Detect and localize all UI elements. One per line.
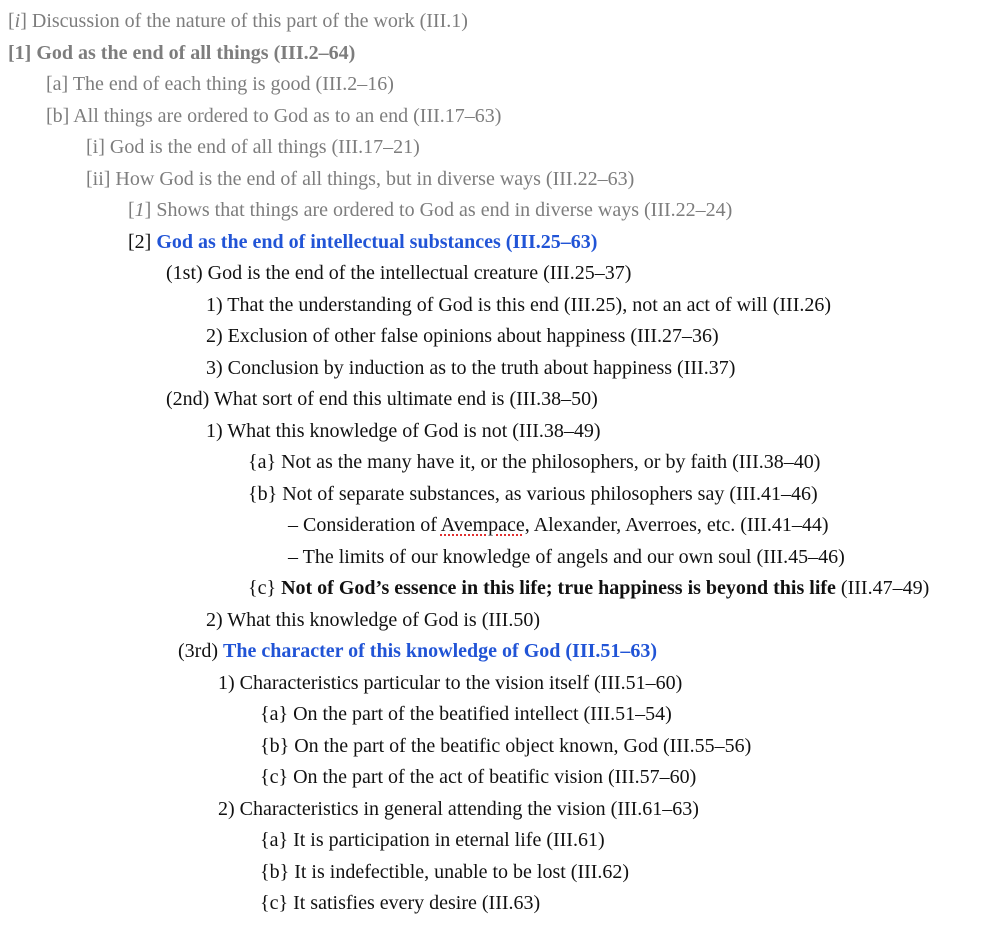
outline-line-1-b-ii-1-segment-1: 1 [134, 199, 145, 221]
outline-line-second-2 [206, 605, 540, 636]
outline-line-first-1-segment-0: 1) That the understanding of God is this end (III.25), not an act of will (III.26) [206, 293, 832, 316]
outline-line-third [178, 636, 657, 667]
outline-line-third-1-segment-0: 1) Characteristics particular to the vision itself (III.51–60) [218, 671, 683, 694]
outline-line-second-1-b-d2-segment-0: – The limits of our knowledge of angels and our own soul (III.45–46) [288, 545, 845, 568]
outline-line-second [166, 384, 598, 415]
outline-line-second-1-b-d1-segment-1: Avempace [440, 514, 525, 536]
outline-line-third-2-b-segment-0: {b} It is indefectible, unable to be lost (III.62) [260, 860, 630, 883]
outline-line-first-2 [206, 321, 719, 352]
outline-line-second-1-a [248, 447, 820, 478]
outline-line-1-b-i-segment-0: [i] God is the end of all things (III.17–21) [86, 136, 420, 158]
outline-line-second-1-c-segment-2: (III.47–49) [835, 577, 930, 599]
outline-line-1-a-segment-0: [a] The end of each thing is good (III.2–16) [46, 73, 394, 95]
outline-line-third-1-b-segment-0: {b} On the part of the beatific object known, God (III.55–56) [260, 734, 752, 757]
outline-line-third-1-c-segment-0: {c} On the part of the act of beatific vision (III.57–60) [260, 766, 697, 788]
outline-line-third-1-b [260, 731, 751, 762]
outline-line-1-b-ii-1-segment-2: ] Shows that things are ordered to God as end in diverse ways (III.22–24) [144, 199, 733, 221]
outline-line-1-b-ii-2-segment-0: [2] [128, 230, 157, 253]
outline-line-third-segment-1: The character of this knowledge of God (III.51–63) [222, 640, 658, 662]
outline-line-third-2-a-segment-0: {a} It is participation in eternal life (III.61) [260, 829, 605, 851]
outline-line-third-1-a [260, 699, 672, 730]
outline-line-third-2-b [260, 857, 629, 888]
outline-line-third-1 [218, 668, 682, 699]
outline-line-1-b-ii-segment-0: [ii] How God is the end of all things, but in diverse ways (III.22–63) [86, 167, 635, 190]
outline-line-second-2-segment-0: 2) What this knowledge of God is (III.50) [206, 608, 541, 631]
outline-line-first-segment-0: (1st) God is the end of the intellectual creature (III.25–37) [166, 262, 632, 284]
outline-line-1-b-ii-1-segment-0: [ [128, 199, 135, 221]
outline-line-first-3-segment-0: 3) Conclusion by induction as to the truth about happiness (III.37) [206, 356, 736, 379]
outline-line-second-1-c [248, 573, 929, 604]
outline-line-second-1-b [248, 479, 818, 510]
outline-line-1-b-i [86, 132, 420, 163]
outline-line-second-1-b-d1-segment-2: , Alexander, Averroes, etc. (III.41–44) [524, 514, 829, 536]
outline-line-1-b-ii [86, 164, 634, 195]
outline-line-third-2-a [260, 825, 605, 856]
outline-line-1-a [46, 69, 394, 100]
outline-line-1-b-segment-0: [b] All things are ordered to God as to an end (III.17–63) [46, 104, 502, 127]
outline-line-third-2-c-segment-0: {c} It satisfies every desire (III.63) [260, 892, 541, 914]
outline-line-second-1-b-d1 [288, 510, 829, 541]
outline-line-first-2-segment-0: 2) Exclusion of other false opinions about happiness (III.27–36) [206, 325, 719, 347]
outline-line-1-b-ii-2 [128, 227, 597, 258]
outline-line-intro [8, 6, 468, 37]
outline-line-second-1-c-segment-0: {c} [248, 577, 282, 599]
outline-line-third-2-c [260, 888, 540, 919]
outline-line-third-1-c [260, 762, 696, 793]
outline-line-third-segment-0: (3rd) [178, 640, 223, 662]
outline-line-1-b-ii-2-segment-1: God as the end of intellectual substances (III.25–63) [156, 230, 598, 253]
outline-line-second-1-a-segment-0: {a} Not as the many have it, or the philosophers, or by faith (III.38–40) [248, 451, 821, 473]
outline-line-intro-segment-1: i [14, 10, 21, 32]
outline-line-second-1-b-segment-0: {b} Not of separate substances, as various philosophers say (III.41–46) [248, 482, 818, 505]
outline-line-third-2-segment-0: 2) Characteristics in general attending the vision (III.61–63) [218, 797, 699, 820]
outline-line-1-b [46, 101, 501, 132]
outline-line-second-1-c-segment-1: Not of God’s essence in this life; true happiness is beyond this life [281, 577, 836, 599]
outline-line-second-segment-0: (2nd) What sort of end this ultimate end is (III.38–50) [166, 388, 598, 410]
outline-line-third-1-a-segment-0: {a} On the part of the beatified intellect (III.51–54) [260, 703, 672, 725]
outline-line-first [166, 258, 631, 289]
outline-line-1-segment-0: [1] God as the end of all things (III.2–64) [8, 41, 356, 64]
outline-line-second-1-segment-0: 1) What this knowledge of God is not (III.38–49) [206, 419, 601, 442]
outline-line-intro-segment-0: [ [8, 10, 15, 32]
outline-line-1 [8, 38, 355, 69]
outline-line-third-2 [218, 794, 699, 825]
outline-line-first-3 [206, 353, 735, 384]
outline-line-first-1 [206, 290, 831, 321]
outline-line-intro-segment-2: ] Discussion of the nature of this part of the work (III.1) [20, 10, 468, 32]
outline-line-1-b-ii-1 [128, 195, 732, 226]
outline-line-second-1-b-d2 [288, 542, 845, 573]
outline-line-second-1-b-d1-segment-0: – Consideration of [288, 514, 441, 536]
outline-line-second-1 [206, 416, 601, 447]
